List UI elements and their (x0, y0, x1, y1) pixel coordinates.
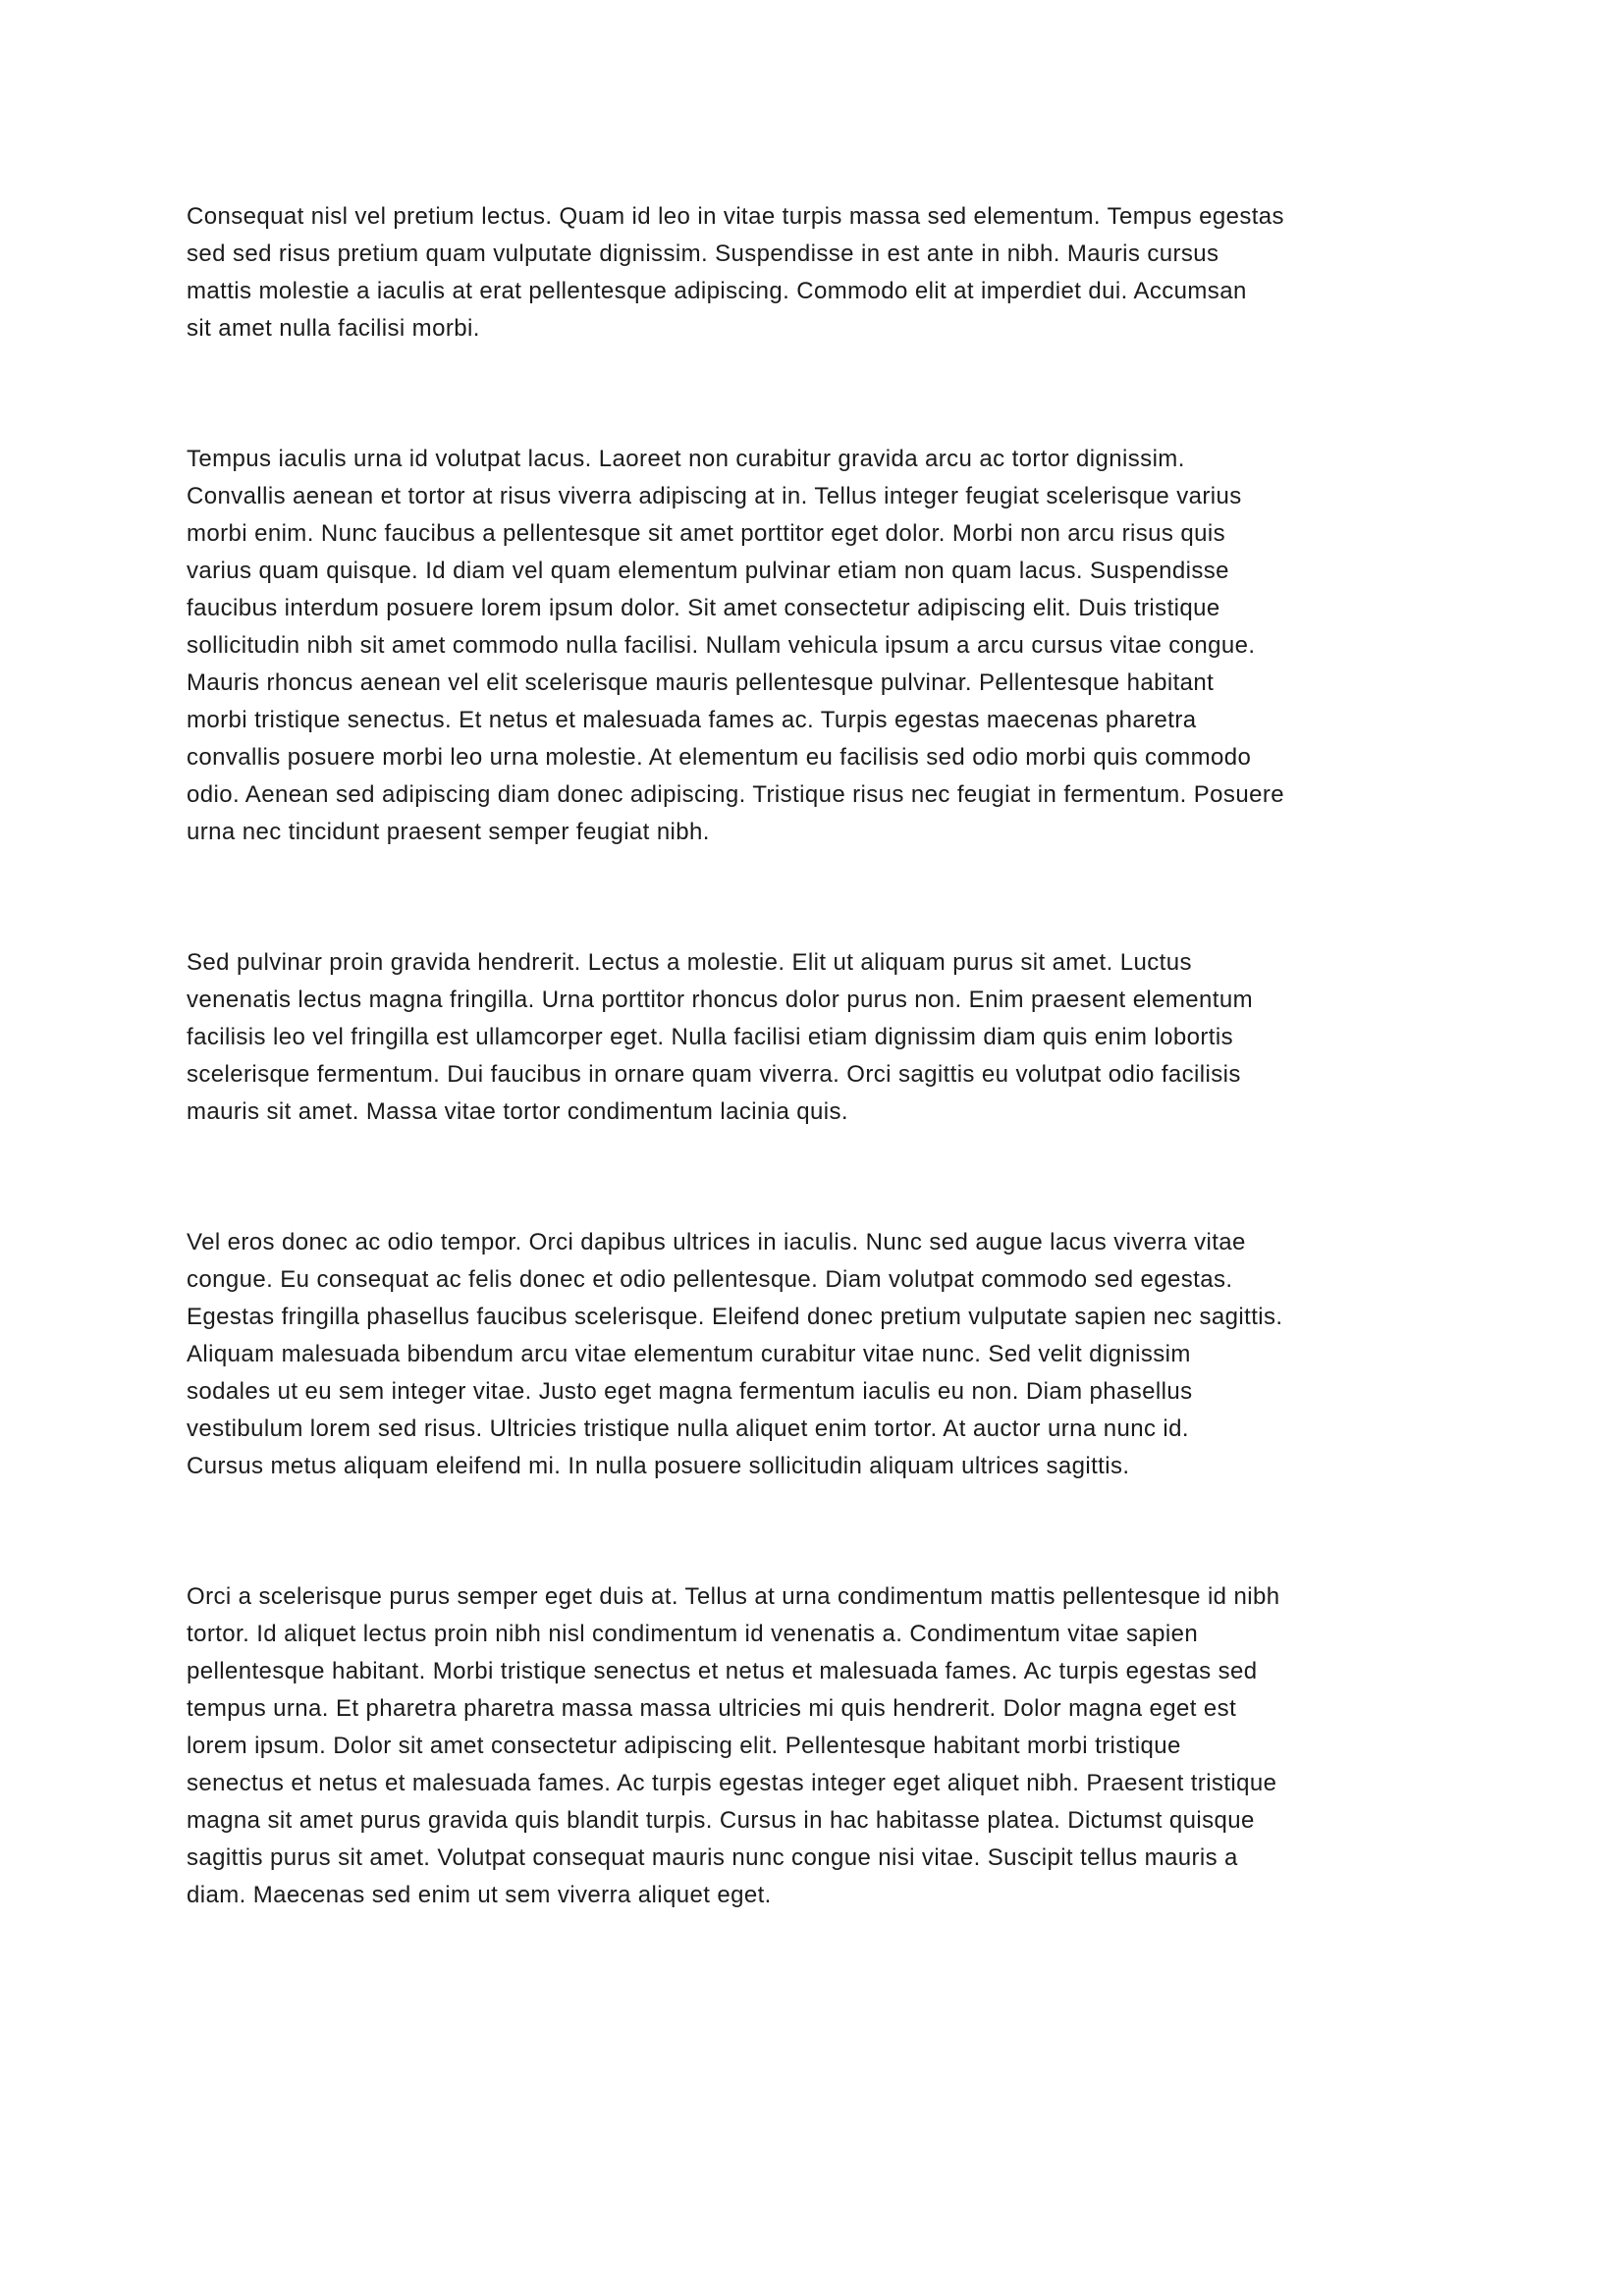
text-line: Mauris rhoncus aenean vel elit scelerisque mauris pellentesque pulvinar. Pellentesque habitant (187, 669, 1215, 696)
text-line: morbi enim. Nunc faucibus a pellentesque sit amet porttitor eget dolor. Morbi non arcu risus quis (187, 520, 1225, 547)
paragraph (187, 944, 1463, 1131)
text-line: urna nec tincidunt praesent semper feugiat nibh. (187, 819, 710, 845)
text-line: scelerisque fermentum. Dui faucibus in ornare quam viverra. Orci sagittis eu volutpat odio facilisis (187, 1061, 1241, 1088)
text-line: congue. Eu consequat ac felis donec et odio pellentesque. Diam volutpat commodo sed egestas. (187, 1266, 1233, 1293)
text-line: mauris sit amet. Massa vitae tortor condimentum lacinia quis. (187, 1098, 848, 1125)
text-line: sagittis purus sit amet. Volutpat consequat mauris nunc congue nisi vitae. Suscipit tellus mauris a (187, 1844, 1238, 1871)
text-line: Consequat nisl vel pretium lectus. Quam id leo in vitae turpis massa sed elementum. Tempus egestas (187, 203, 1284, 230)
text-line: lorem ipsum. Dolor sit amet consectetur adipiscing elit. Pellentesque habitant morbi tristique (187, 1733, 1181, 1759)
paragraph (187, 1224, 1463, 1485)
text-line: venenatis lectus magna fringilla. Urna porttitor rhoncus dolor purus non. Enim praesent elementum (187, 987, 1254, 1013)
paragraph (187, 198, 1463, 347)
text-line: Aliquam malesuada bibendum arcu vitae elementum curabitur vitae nunc. Sed velit dignissim (187, 1341, 1191, 1367)
text-line: facilisis leo vel fringilla est ullamcorper eget. Nulla facilisi etiam dignissim diam quis enim lobortis (187, 1024, 1233, 1050)
text-line: Egestas fringilla phasellus faucibus scelerisque. Eleifend donec pretium vulputate sapien nec sagittis. (187, 1304, 1283, 1330)
text-line: morbi tristique senectus. Et netus et malesuada fames ac. Turpis egestas maecenas pharetra (187, 707, 1197, 733)
text-line: Orci a scelerisque purus semper eget duis at. Tellus at urna condimentum mattis pellentesque id nibh (187, 1583, 1280, 1610)
document-text (187, 198, 1463, 1914)
text-line: Cursus metus aliquam eleifend mi. In nulla posuere sollicitudin aliquam ultrices sagittis. (187, 1453, 1130, 1479)
text-line: Vel eros donec ac odio tempor. Orci dapibus ultrices in iaculis. Nunc sed augue lacus viverra vitae (187, 1229, 1246, 1255)
text-line: tortor. Id aliquet lectus proin nibh nisl condimentum id venenatis a. Condimentum vitae sapien (187, 1621, 1199, 1647)
text-line: Tempus iaculis urna id volutpat lacus. Laoreet non curabitur gravida arcu ac tortor dignissim. (187, 446, 1185, 472)
text-line: sollicitudin nibh sit amet commodo nulla facilisi. Nullam vehicula ipsum a arcu cursus vitae congue. (187, 632, 1256, 659)
text-line: sit amet nulla facilisi morbi. (187, 315, 480, 342)
text-line: vestibulum lorem sed risus. Ultricies tristique nulla aliquet enim tortor. At auctor urna nunc id. (187, 1415, 1189, 1442)
text-line: Convallis aenean et tortor at risus viverra adipiscing at in. Tellus integer feugiat scelerisque varius (187, 483, 1242, 509)
text-line: convallis posuere morbi leo urna molestie. At elementum eu facilisis sed odio morbi quis commodo (187, 744, 1252, 771)
text-line: varius quam quisque. Id diam vel quam elementum pulvinar etiam non quam lacus. Suspendisse (187, 558, 1229, 584)
text-line: odio. Aenean sed adipiscing diam donec adipiscing. Tristique risus nec feugiat in fermentum. Posuere (187, 781, 1284, 808)
paragraph (187, 441, 1463, 851)
text-line: pellentesque habitant. Morbi tristique senectus et netus et malesuada fames. Ac turpis egestas sed (187, 1658, 1258, 1684)
paragraph (187, 1578, 1463, 1914)
text-line: mattis molestie a iaculis at erat pellentesque adipiscing. Commodo elit at imperdiet dui. Accumsan (187, 278, 1247, 304)
text-line: sed sed risus pretium quam vulputate dignissim. Suspendisse in est ante in nibh. Mauris cursus (187, 240, 1219, 267)
text-line: faucibus interdum posuere lorem ipsum dolor. Sit amet consectetur adipiscing elit. Duis tristique (187, 595, 1220, 621)
text-line: sodales ut eu sem integer vitae. Justo eget magna fermentum iaculis eu non. Diam phasellus (187, 1378, 1193, 1405)
text-line: magna sit amet purus gravida quis blandit turpis. Cursus in hac habitasse platea. Dictumst quisque (187, 1807, 1255, 1834)
text-line: tempus urna. Et pharetra pharetra massa massa ultricies mi quis hendrerit. Dolor magna eget est (187, 1695, 1237, 1722)
text-line: diam. Maecenas sed enim ut sem viverra aliquet eget. (187, 1882, 772, 1908)
text-line: senectus et netus et malesuada fames. Ac turpis egestas integer eget aliquet nibh. Praesent tristique (187, 1770, 1277, 1796)
text-line: Sed pulvinar proin gravida hendrerit. Lectus a molestie. Elit ut aliquam purus sit amet. Luctus (187, 949, 1192, 976)
